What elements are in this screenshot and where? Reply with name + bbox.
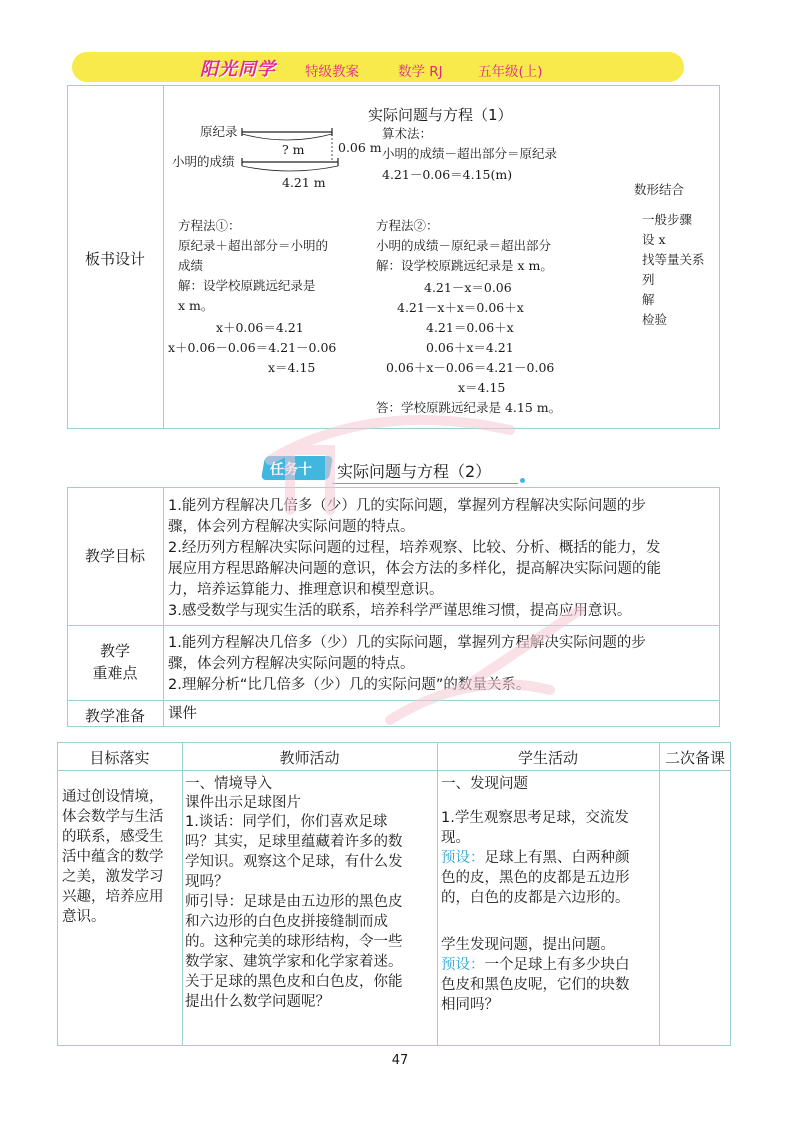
eq1-line: x＋0.06＝4.21 — [216, 320, 304, 335]
diagram-label-score: 小明的成绩 — [172, 154, 235, 169]
header-series: 特级教案 — [305, 64, 359, 80]
side-item: 找等量关系 — [642, 252, 705, 267]
board-title: 实际问题与方程（1） — [368, 106, 513, 124]
diagram-difference: 0.06 m — [338, 140, 382, 155]
task-underline — [332, 483, 518, 484]
eq1-line: x＝4.15 — [268, 360, 316, 375]
header-grade: 五年级(上) — [478, 64, 543, 80]
diagram-total: 4.21 m — [282, 175, 326, 190]
goal-line: 骤，体会列方程解决实际问题的特点。 — [168, 519, 415, 535]
goal-line: 3.感受数学与现实生活的联系，培养科学严谨思维习惯，提高应用意识。 — [168, 603, 632, 619]
teacher-line: 学知识。观察这个足球，有什么发 — [185, 854, 403, 870]
task-dot — [520, 478, 525, 483]
col-header-student: 学生活动 — [517, 749, 578, 767]
goal-cell-line: 活中蕴含的数学 — [62, 849, 164, 865]
student-line: 色的皮，黑色的皮都是五边形 — [441, 870, 630, 886]
student-line — [441, 848, 630, 868]
divider — [659, 742, 660, 1046]
goal-line: 展应用方程思路解决问题的意识，体会方法的多样化，提高解决实际问题的能 — [168, 561, 661, 577]
prep-value: 课件 — [168, 706, 197, 722]
task-badge: 任务十 — [270, 462, 312, 478]
teacher-line: 现吗？ — [185, 874, 229, 890]
segment-diagram — [240, 124, 340, 180]
side-item: 检验 — [642, 312, 668, 327]
eq2-line: x＝4.15 — [458, 380, 506, 395]
keypoints-label: 重难点 — [92, 664, 138, 682]
side-head: 数形结合 — [634, 182, 685, 197]
goal-cell-line: 意识。 — [62, 909, 106, 925]
side-item: 设 x — [642, 232, 666, 247]
preset-label: 预设： — [441, 957, 485, 973]
keypoint-line: 骤，体会列方程解决实际问题的特点。 — [168, 656, 415, 672]
student-line: 相同吗？ — [441, 997, 499, 1013]
col-header-goal: 目标落实 — [89, 749, 150, 767]
eq2-line: 4.21＝0.06＋x — [426, 320, 514, 335]
goal-cell-line: 兴趣，培养应用 — [62, 889, 164, 905]
eq2-line: 0.06＋x－0.06＝4.21－0.06 — [386, 360, 555, 375]
divider — [57, 770, 731, 771]
eq2-answer: 答：学校原跳远纪录是 4.15 m。 — [376, 400, 562, 415]
teacher-line: 和六边形的白色皮拼接缝制而成 — [185, 914, 388, 930]
task-title: 实际问题与方程（2） — [337, 462, 492, 481]
col-header-notes: 二次备课 — [664, 749, 725, 767]
header-banner — [72, 52, 684, 82]
teacher-line: 数学家、建筑学家和化学家着迷。 — [185, 954, 403, 970]
student-line — [441, 955, 630, 975]
side-item: 列 — [642, 272, 655, 287]
teacher-line: 师引导：足球是由五边形的黑色皮 — [185, 894, 403, 910]
goals-label: 教学目标 — [84, 547, 145, 565]
keypoints-label: 教学 — [99, 642, 130, 660]
student-line: 一、发现问题 — [441, 776, 528, 792]
arith-formula: 4.21－0.06＝4.15(m) — [382, 167, 513, 182]
keypoint-line: 2.理解分析“比几倍多（少）几的实际问题”的数量关系。 — [168, 677, 531, 693]
student-line: 学生发现问题，提出问题。 — [441, 937, 615, 953]
col-header-teacher: 教师活动 — [279, 749, 340, 767]
prep-label: 教学准备 — [84, 707, 145, 725]
divider — [67, 700, 720, 701]
diagram-label-record: 原纪录 — [200, 124, 238, 139]
divider — [163, 85, 164, 429]
divider — [67, 625, 720, 626]
header-subject: 数学 RJ — [398, 64, 443, 80]
divider — [182, 742, 183, 1046]
eq2-line: 4.21－x＝0.06 — [424, 280, 512, 295]
page-number: 47 — [391, 1053, 409, 1068]
goal-cell-line: 体会数学与生活 — [62, 809, 164, 825]
board-label: 板书设计 — [84, 250, 145, 268]
divider — [437, 742, 438, 1046]
preset-label: 预设： — [441, 850, 485, 866]
eq1-line: 方程法①： — [178, 218, 241, 233]
eq2-line: 方程法②： — [376, 218, 439, 233]
teacher-line: 的。这种完美的球形结构，令一些 — [185, 934, 403, 950]
side-item: 解 — [642, 292, 655, 307]
student-line: 的，白色的皮都是六边形的。 — [441, 890, 630, 906]
teacher-line: 关于足球的黑色皮和白色皮，你能 — [185, 974, 403, 990]
teacher-line: 课件出示足球图片 — [185, 795, 301, 811]
eq2-line: 解：设学校原跳远纪录是 x m。 — [376, 258, 553, 273]
arith-relation: 小明的成绩－超出部分＝原纪录 — [382, 146, 558, 161]
arith-title: 算术法： — [382, 126, 433, 141]
goal-cell-line: 的联系，感受生 — [62, 829, 164, 845]
teacher-line: 一、情境导入 — [185, 776, 272, 792]
student-line: 色皮和黑色皮呢，它们的块数 — [441, 977, 630, 993]
eq1-line: x m。 — [178, 298, 214, 313]
student-line: 1.学生观察思考足球，交流发 — [441, 810, 629, 826]
eq2-line: 小明的成绩－原纪录＝超出部分 — [376, 238, 552, 253]
eq1-line: x＋0.06－0.06＝4.21－0.06 — [168, 340, 337, 355]
side-item: 一般步骤 — [642, 212, 693, 227]
goal-line: 1.能列方程解决几倍多（少）几的实际问题，掌握列方程解决实际问题的步 — [168, 498, 646, 514]
divider — [163, 487, 164, 727]
eq1-line: 原纪录＋超出部分＝小明的 — [178, 238, 329, 253]
keypoint-line: 1.能列方程解决几倍多（少）几的实际问题，掌握列方程解决实际问题的步 — [168, 635, 646, 651]
diagram-unknown: ? m — [282, 142, 305, 157]
goal-line: 力，培养运算能力、推理意识和模型意识。 — [168, 582, 444, 598]
teacher-line: 吗？其实，足球里蕴藏着许多的数 — [185, 834, 403, 850]
goal-line: 2.经历列方程解决实际问题的过程，培养观察、比较、分析、概括的能力，发 — [168, 540, 661, 556]
goal-cell-line: 通过创设情境， — [62, 789, 164, 805]
goal-cell-line: 之美，激发学习 — [62, 869, 164, 885]
eq1-line: 成绩 — [178, 258, 204, 273]
preset-text: 一个足球上有多少块白 — [484, 957, 630, 973]
eq2-line: 0.06＋x＝4.21 — [426, 340, 514, 355]
eq2-line: 4.21－x＋x＝0.06＋x — [397, 300, 524, 315]
teacher-line: 1.谈话：同学们，你们喜欢足球 — [185, 814, 388, 830]
preset-text: 足球上有黑、白两种颜 — [484, 850, 630, 866]
eq1-line: 解：设学校原跳远纪录是 — [178, 278, 316, 293]
brand-logo: 阳光同学 — [200, 59, 276, 80]
teacher-line: 提出什么数学问题呢？ — [185, 994, 330, 1010]
student-line: 现。 — [441, 830, 470, 846]
